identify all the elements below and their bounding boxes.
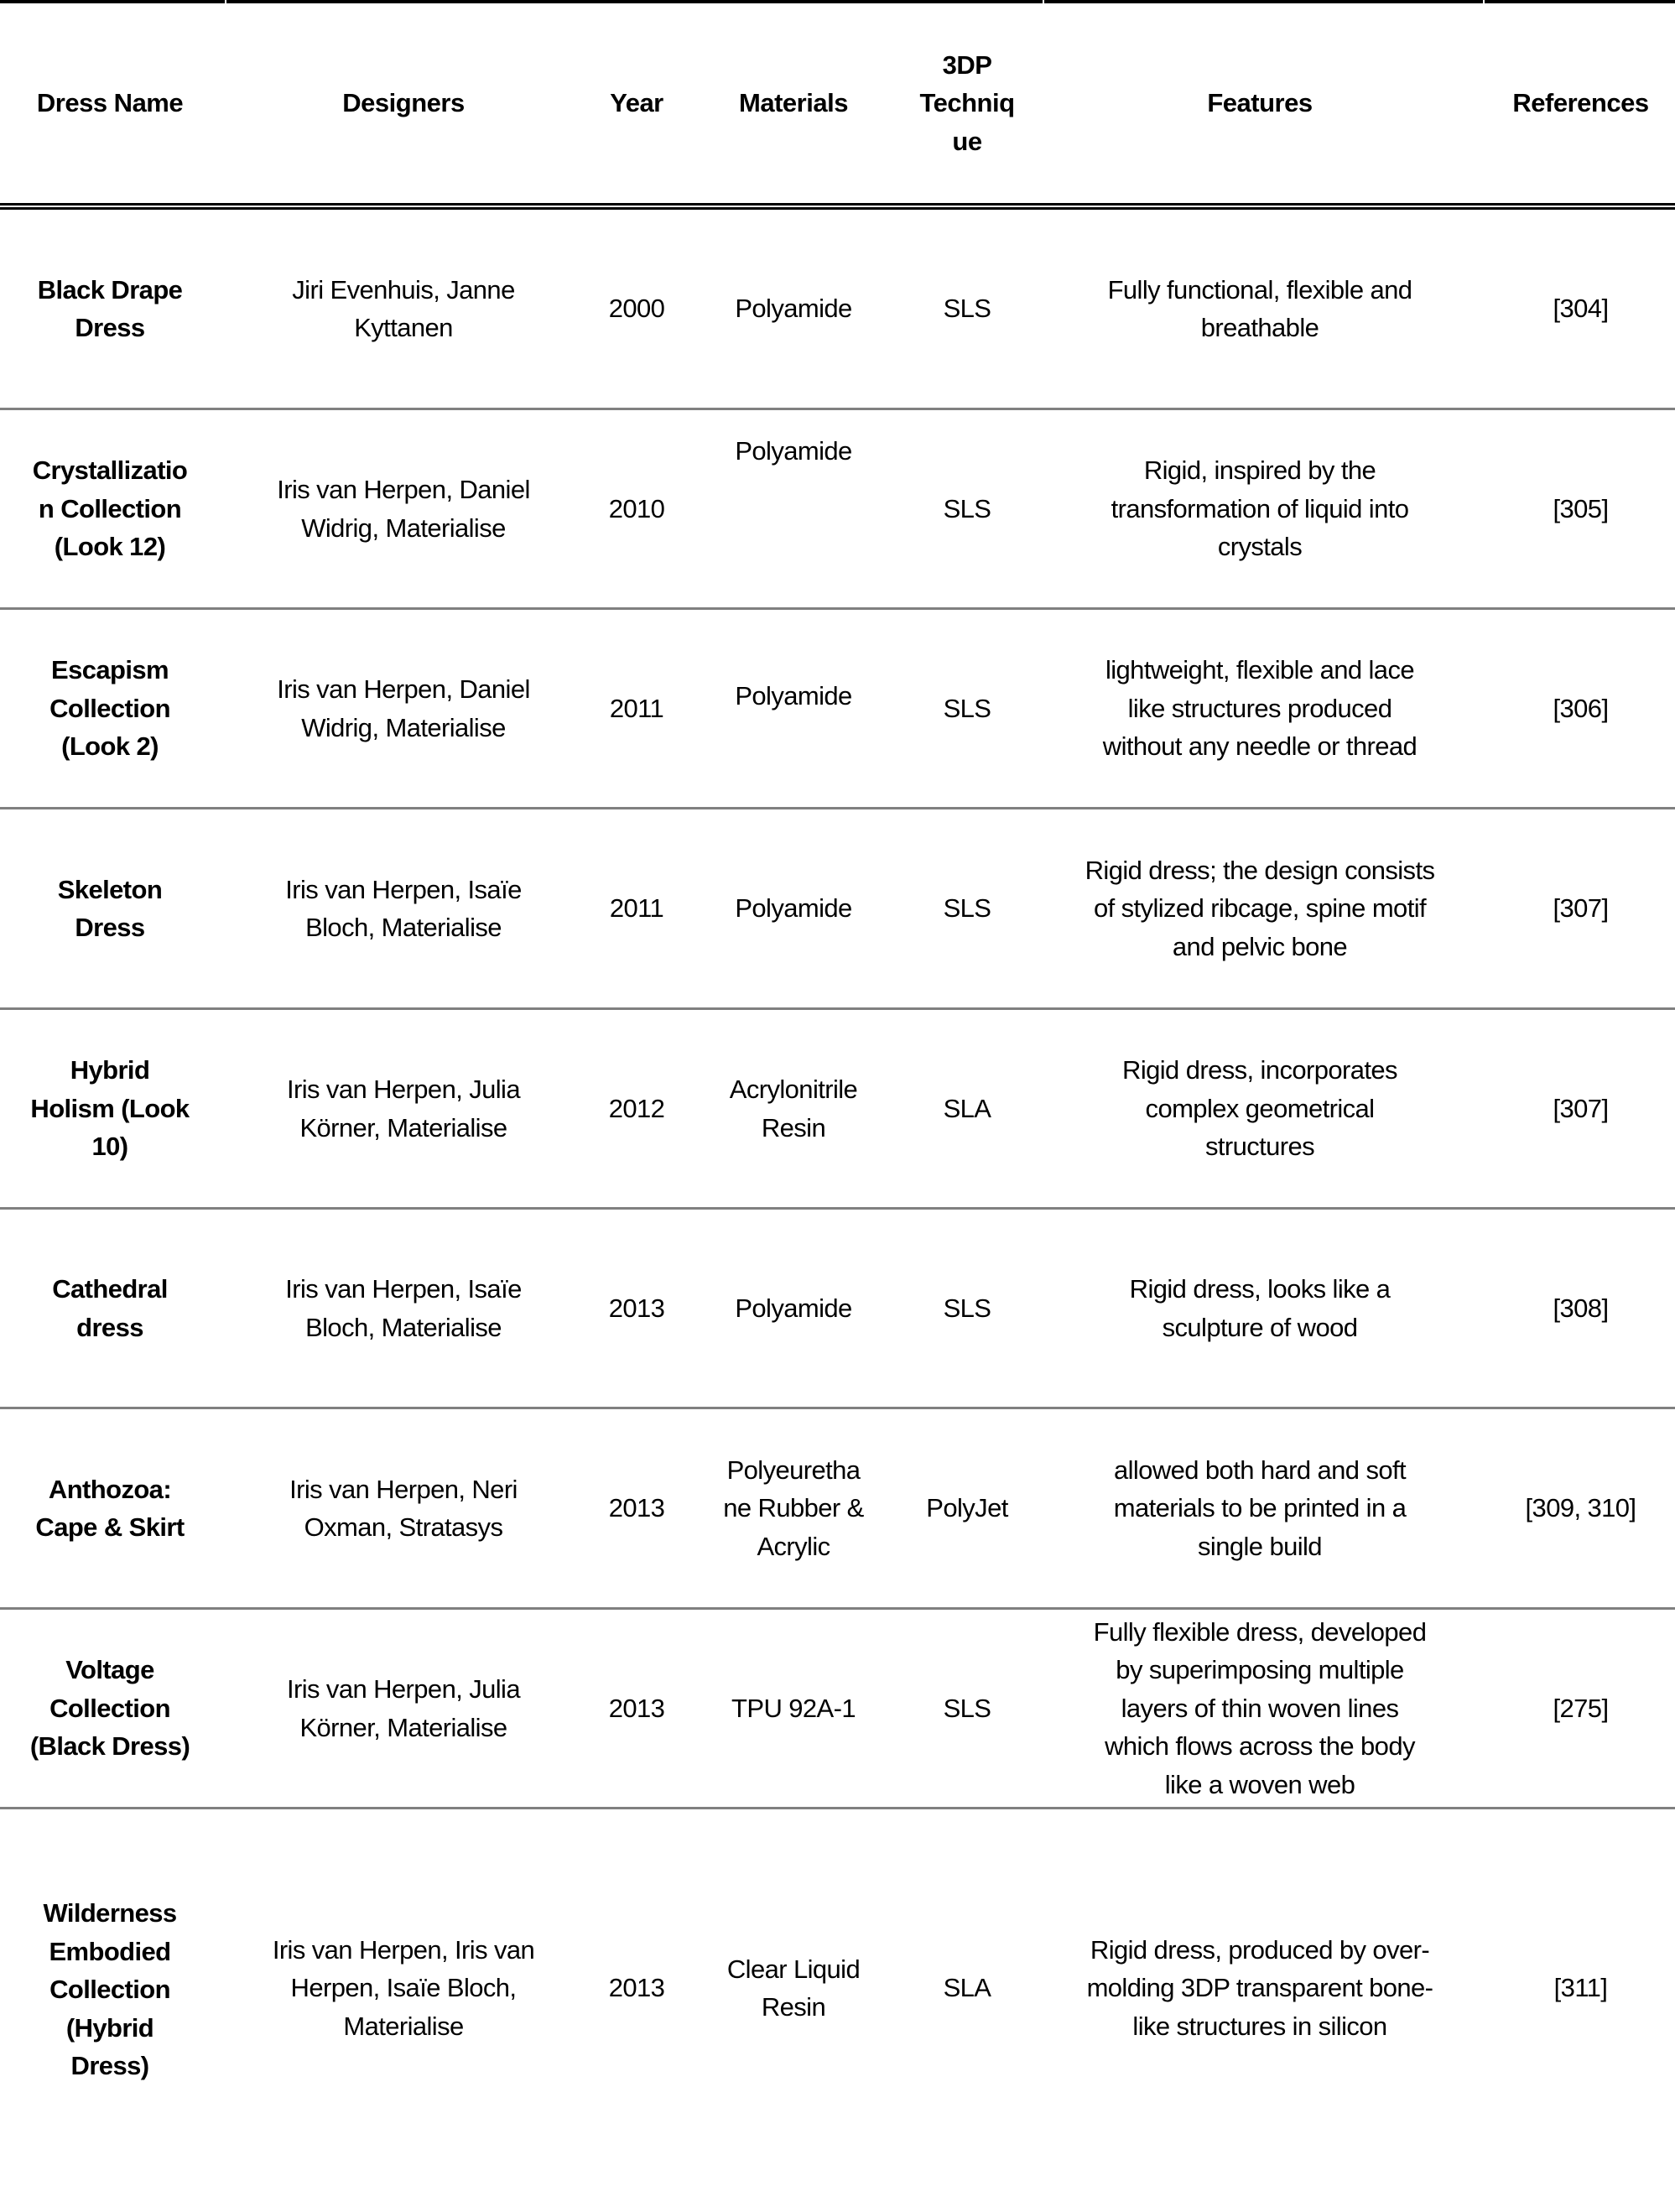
cell-dress-name-line: Cathedral xyxy=(52,1274,168,1304)
cell-materials-line: Clear Liquid xyxy=(726,1954,861,1984)
cell-features-line: Rigid, inspired by the xyxy=(1143,455,1376,486)
cell-features-line: breathable xyxy=(1200,313,1319,342)
cell-designers-line: Iris van Herpen, Iris van xyxy=(272,1934,535,1965)
cell-references: [309, 310] xyxy=(1525,1493,1636,1523)
cell-designers-line: Iris van Herpen, Daniel xyxy=(277,475,530,504)
cell-dress-name-line: 10) xyxy=(91,1132,128,1162)
cell-designers xyxy=(228,410,579,607)
cell-features-line: transformation of liquid into xyxy=(1111,493,1409,523)
cell-features-line: of stylized ribcage, spine motif xyxy=(1093,893,1427,924)
cell-features-line: like a woven web xyxy=(1164,1769,1355,1799)
cell-dress-name-line: Hybrid xyxy=(70,1055,150,1085)
cell-features xyxy=(1045,1610,1475,1807)
cell-designers-line: Jiri Evenhuis, Janne xyxy=(292,274,515,304)
cell-materials xyxy=(693,1210,894,1407)
cell-dress-name-line: Wilderness xyxy=(43,1898,177,1928)
cell-dress-name-line: Embodied xyxy=(49,1936,171,1966)
header-technique xyxy=(897,3,1037,203)
cell-technique: SLS xyxy=(943,1693,991,1723)
table-row xyxy=(0,410,1675,607)
cell-year: 2013 xyxy=(608,1973,665,2003)
cell-designers xyxy=(228,1808,579,2168)
table-row xyxy=(0,1610,1675,1807)
cell-technique: SLS xyxy=(943,1293,991,1323)
cell-designers-line: Kyttanen xyxy=(354,313,453,342)
table-row xyxy=(0,1210,1675,1407)
cell-dress-name-line: (Black Dress) xyxy=(29,1731,190,1762)
cell-dress-name-line: Dress) xyxy=(70,2051,149,2081)
cell-designers xyxy=(228,1409,579,1607)
cell-materials xyxy=(693,809,894,1007)
header-year: Year xyxy=(610,88,663,118)
cell-materials-line: Polyamide xyxy=(735,436,852,466)
cell-materials-line: TPU 92A-1 xyxy=(731,1693,856,1723)
cell-features-line: allowed both hard and soft xyxy=(1113,1455,1407,1485)
cell-designers-line: Herpen, Isaïe Bloch, xyxy=(290,1973,517,2003)
cell-materials xyxy=(693,1409,894,1607)
cell-features-line: sculpture of wood xyxy=(1162,1312,1358,1342)
cell-designers xyxy=(228,1210,579,1407)
table-row xyxy=(0,1409,1675,1607)
table-header-row xyxy=(0,3,1675,203)
header-technique-line: 3DP xyxy=(942,49,992,80)
cell-year: 2013 xyxy=(608,1293,665,1323)
cell-materials xyxy=(693,210,894,408)
cell-designers-line: Widrig, Materialise xyxy=(301,513,506,543)
cell-materials xyxy=(693,610,894,807)
cell-materials-line: ne Rubber & xyxy=(723,1493,864,1523)
cell-year: 2000 xyxy=(608,294,665,324)
cell-dress-name xyxy=(0,1010,220,1207)
cell-dress-name-line: (Hybrid xyxy=(65,2012,154,2043)
cell-technique: SLA xyxy=(943,1973,991,2003)
cell-year: 2013 xyxy=(608,1693,665,1723)
cell-designers-line: Iris van Herpen, Isaïe xyxy=(285,1274,522,1304)
cell-features-line: and pelvic bone xyxy=(1172,931,1348,961)
cell-technique: SLA xyxy=(943,1093,991,1123)
cell-materials-line: Polyamide xyxy=(735,294,852,324)
cell-references: [307] xyxy=(1553,893,1609,924)
header-features: Features xyxy=(1207,88,1313,118)
header-materials: Materials xyxy=(739,88,848,118)
cell-materials xyxy=(693,410,894,607)
cell-references: [275] xyxy=(1553,1693,1609,1723)
cell-dress-name-line: Skeleton xyxy=(57,874,163,904)
cell-dress-name-line: Collection xyxy=(49,1693,170,1723)
cell-materials-line: Polyeuretha xyxy=(726,1455,861,1485)
cell-dress-name-line: (Look 12) xyxy=(54,532,166,562)
cell-designers-line: Oxman, Stratasys xyxy=(304,1512,503,1542)
cell-features-line: Fully functional, flexible and xyxy=(1107,274,1412,304)
cell-features-line: Fully flexible dress, developed xyxy=(1093,1616,1427,1647)
header-dress-name: Dress Name xyxy=(36,88,184,118)
header-technique-line: ue xyxy=(952,126,982,156)
cell-dress-name-line: Holism (Look xyxy=(30,1093,190,1123)
cell-designers-line: Materialise xyxy=(343,2011,464,2041)
cell-designers-line: Körner, Materialise xyxy=(299,1712,507,1742)
cell-materials xyxy=(693,1010,894,1207)
cell-designers-line: Iris van Herpen, Julia xyxy=(287,1674,520,1704)
cell-technique: SLS xyxy=(943,294,991,324)
cell-materials-line: Polyamide xyxy=(735,680,852,710)
cell-features-line: lightweight, flexible and lace xyxy=(1105,655,1414,685)
cell-dress-name-line: Escapism xyxy=(51,655,169,685)
cell-designers xyxy=(228,610,579,807)
cell-year: 2011 xyxy=(609,893,664,924)
cell-features-line: which flows across the body xyxy=(1105,1731,1415,1762)
cell-dress-name-line: Collection xyxy=(49,1975,170,2005)
cell-references: [307] xyxy=(1553,1093,1609,1123)
cell-dress-name-line: Black Drape xyxy=(37,274,183,304)
cell-features-line: structures xyxy=(1204,1132,1315,1162)
cell-features xyxy=(1045,1210,1475,1407)
cell-dress-name xyxy=(0,1610,220,1807)
cell-features xyxy=(1045,1409,1475,1607)
cell-features xyxy=(1045,210,1475,408)
cell-designers xyxy=(228,1010,579,1207)
cell-references: [311] xyxy=(1553,1973,1608,2003)
cell-technique: PolyJet xyxy=(926,1493,1008,1523)
cell-dress-name-line: Dress xyxy=(75,913,145,942)
table-row xyxy=(0,210,1675,408)
cell-dress-name-line: n Collection xyxy=(38,493,182,523)
cell-features-line: Rigid dress, incorporates xyxy=(1122,1055,1397,1085)
cell-features xyxy=(1045,809,1475,1007)
cell-features-line: layers of thin woven lines xyxy=(1121,1693,1399,1723)
cell-references: [305] xyxy=(1553,493,1609,523)
cell-dress-name-line: Collection xyxy=(49,693,170,723)
cell-designers xyxy=(228,809,579,1007)
cell-features-line: like structures in silicon xyxy=(1132,2011,1387,2041)
cell-features-line: Rigid dress, looks like a xyxy=(1129,1274,1391,1304)
cell-dress-name xyxy=(0,1409,220,1607)
cell-designers-line: Iris van Herpen, Neri xyxy=(289,1474,518,1504)
cell-designers-line: Bloch, Materialise xyxy=(305,913,502,942)
cell-year: 2010 xyxy=(608,493,665,523)
cell-dress-name-line: Crystallizatio xyxy=(32,455,188,486)
cell-designers xyxy=(228,1610,579,1807)
cell-features xyxy=(1045,410,1475,607)
table-row xyxy=(0,610,1675,807)
cell-technique: SLS xyxy=(943,693,991,723)
cell-features-line: without any needle or thread xyxy=(1102,731,1418,762)
cell-references: [306] xyxy=(1553,693,1609,723)
table-row xyxy=(0,1010,1675,1207)
table-row xyxy=(0,809,1675,1007)
cell-materials-line: Resin xyxy=(761,1992,826,2022)
cell-designers-line: Widrig, Materialise xyxy=(301,712,506,742)
cell-year: 2011 xyxy=(609,693,664,723)
cell-designers-line: Bloch, Materialise xyxy=(305,1312,502,1342)
cell-dress-name-line: Anthozoa: xyxy=(48,1474,172,1504)
cell-year: 2013 xyxy=(608,1493,665,1523)
cell-materials-line: Acrylic xyxy=(757,1531,830,1561)
table-row xyxy=(0,1809,1675,2212)
cell-materials-line: Resin xyxy=(761,1112,826,1142)
cell-dress-name-line: dress xyxy=(76,1312,143,1342)
cell-designers-line: Körner, Materialise xyxy=(299,1112,507,1142)
cell-dress-name-line: (Look 2) xyxy=(61,731,159,762)
header-technique-line: Techniq xyxy=(919,88,1015,118)
cell-features xyxy=(1045,1808,1475,2168)
cell-features-line: single build xyxy=(1198,1531,1322,1561)
cell-materials-line: Polyamide xyxy=(735,1293,852,1323)
cell-technique: SLS xyxy=(943,493,991,523)
header-designers: Designers xyxy=(342,88,465,118)
cell-references: [304] xyxy=(1553,294,1609,324)
cell-references: [308] xyxy=(1553,1293,1609,1323)
cell-dress-name xyxy=(0,1210,220,1407)
cell-dress-name xyxy=(0,809,220,1007)
cell-materials-line: Acrylonitrile xyxy=(729,1075,858,1104)
cell-features-line: Rigid dress; the design consists xyxy=(1085,855,1435,885)
cell-materials-line: Polyamide xyxy=(735,893,852,924)
cell-dress-name xyxy=(0,610,220,807)
cell-dress-name xyxy=(0,210,220,408)
cell-features-line: by superimposing multiple xyxy=(1116,1655,1404,1685)
cell-features xyxy=(1045,610,1475,807)
cell-features-line: materials to be printed in a xyxy=(1113,1493,1407,1523)
cell-designers xyxy=(228,210,579,408)
cell-designers-line: Iris van Herpen, Daniel xyxy=(277,674,530,704)
cell-features-line: Rigid dress, produced by over- xyxy=(1090,1934,1430,1965)
cell-designers-line: Iris van Herpen, Isaïe xyxy=(285,874,522,904)
cell-materials xyxy=(693,1610,894,1807)
cell-materials xyxy=(693,1808,894,2168)
cell-dress-name-line: Cape & Skirt xyxy=(35,1512,185,1542)
cell-designers-line: Iris van Herpen, Julia xyxy=(287,1075,520,1104)
cell-features-line: crystals xyxy=(1217,532,1303,562)
cell-features xyxy=(1045,1010,1475,1207)
cell-features-line: complex geometrical xyxy=(1145,1093,1375,1123)
cell-dress-name xyxy=(0,1806,220,2173)
cell-technique: SLS xyxy=(943,893,991,924)
cell-features-line: like structures produced xyxy=(1127,693,1392,723)
cell-dress-name-line: Voltage xyxy=(65,1655,154,1685)
cell-features-line: molding 3DP transparent bone- xyxy=(1086,1973,1433,2003)
cell-dress-name-line: Dress xyxy=(75,313,145,342)
cell-dress-name xyxy=(0,410,220,607)
header-references: References xyxy=(1512,88,1649,118)
header-rule xyxy=(0,203,1675,206)
cell-year: 2012 xyxy=(608,1093,665,1123)
